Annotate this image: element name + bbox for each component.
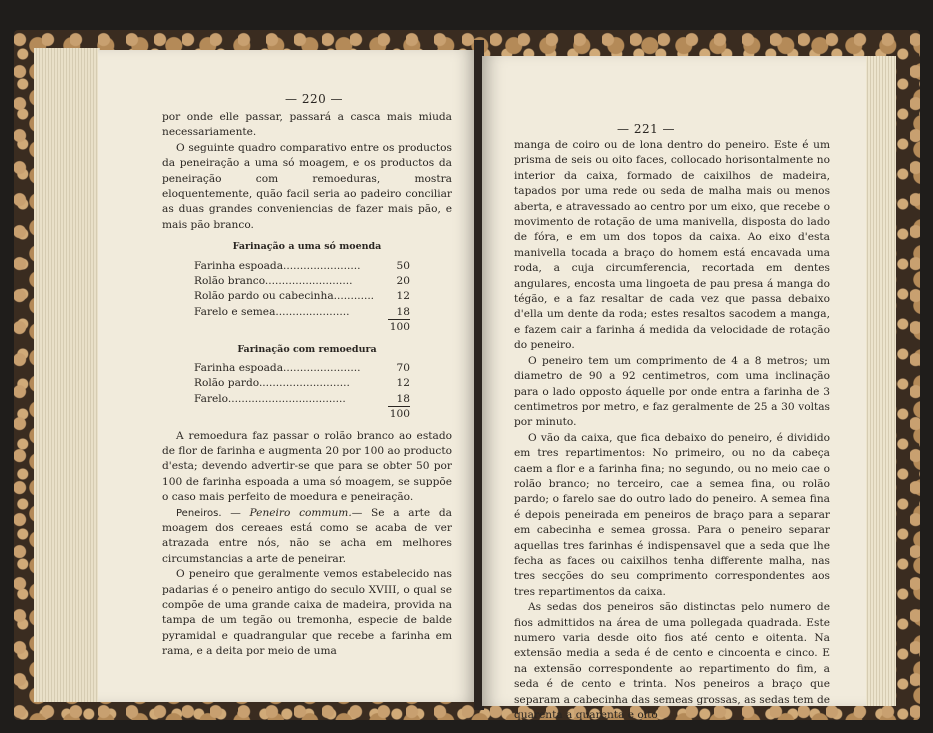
table-row: Rolão branco.......................... 20: [194, 275, 410, 288]
table-heading: Farinação com remoedura: [237, 343, 377, 355]
section-title: Peneiros.: [176, 507, 222, 519]
table-row: Rolão pardo ou cabecinha............ 12: [194, 290, 410, 303]
paragraph: O peneiro tem um comprimento de 4 a 8 metros; um diametro de 90 a 92 centimetros, com uma inclinação para o lado opposto áquelle por onde entra a farinha de 3 centimetros por metro, e faz geralmente de 25 a 30 voltas por minuto.: [514, 354, 830, 429]
table-heading: Farinação a uma só moenda: [232, 241, 382, 253]
paragraph: O vão da caixa, que fica debaixo do peneiro, é dividido em tres repartimentos: No primeiro, ou no da cabeça caem a flor e a farinha fina; no segundo, ou no meio cae o rolão branco; no terceiro, cae a semea fina, ou rolão pardo; o farelo sae do outro lado do peneiro. A semea fina é depois peneirada em peneiros de braço para a separar em cabecinha e semea grossa. Para o peneiro separar aquellas tres farinhas é indispensavel que a seda que lhe fecha as faces ou caixilhos tenha differente malha, nas tres secções do seu comprimento correspondentes aos tres repartimentos da caixa.: [514, 431, 830, 598]
right-page-text: [514, 138, 830, 723]
table-row: Farelo................................... 18: [194, 392, 410, 407]
paragraph: por onde elle passar, passará a casca mais miuda necessariamente.: [162, 111, 452, 139]
section-subtitle: — Peneiro commum.: [230, 506, 352, 519]
table-total: 100: [389, 408, 410, 421]
table-row: Rolão pardo........................... 12: [194, 377, 410, 390]
table-row: Farinha espoada....................... 50: [194, 259, 410, 272]
right-page: [482, 56, 866, 722]
paragraph: A remoedura faz passar o rolão branco ao estado de flor de farinha e augmenta 20 por 100 ao producto d'esta; devendo advertir-se que para se obter 50 por 100 de farinha espoada a uma só moagem, se suppõe o caso mais perfeito de moedura e peneiração.: [162, 429, 452, 504]
paragraph: manga de coiro ou de lona dentro do peneiro. Este é um prisma de seis ou oito faces, collocado horisontalmente no interior da caixa, formado de caixilhos de madeira, tapados por uma rede ou seda de malha mais ou menos aberta, e atravessado ao centro por um eixo, que recebe o movimento de rotação de uma manivella, disposta do lado de fóra, e em um dos topos da caixa. Ao eixo d'esta manivella tocada a braço do homem está encavada uma roda, a cuja circumferencia, recortada em dentes angulares, encosta uma lingoeta de pau presa á manga do tégão, e a faz resaltar de cada vez que passa debaixo d'ella um dente da roda; estes resaltos sacodem a manga, e fazem cair a farinha á medida da velocidade de rotação do peneiro.: [514, 139, 830, 352]
page-number: — 220 —: [285, 92, 344, 106]
table-row: Farinha espoada....................... 70: [194, 362, 410, 375]
paragraph: As sedas dos peneiros são distinctas pelo numero de fios admittidos na área de uma pollegada quadrada. Este numero varia desde oito fios até cento e oitenta. Na extensão media a seda é de cento e cincoenta e cinco. E na extensão correspondente ao repartimento do fim, a seda é de cento e trinta. Nos peneiros a braço que separam a cabecinha das semeas grossas, as sedas tem de quarenta a quarenta e oito: [514, 601, 830, 722]
table-1: [194, 259, 410, 321]
page-edges-left: [34, 48, 100, 702]
left-page: [98, 50, 476, 702]
table-total: 100: [389, 321, 410, 334]
page-number: — 221 —: [617, 122, 676, 136]
paragraph: O seguinte quadro comparativo entre os productos da peneiração a uma só moagem, e os productos da peneiração com remoeduras, mostra eloquentemente, quão facil seria ao padeiro conciliar as duas grandes conveniencias de fazer mais pão, e mais pão branco.: [162, 141, 452, 231]
paragraph: O peneiro que geralmente vemos estabelecido nas padarias é o peneiro antigo do seculo XVIII, o qual se compõe de uma grande caixa de madeira, provida na tampa de um tegão ou tremonha, especie de balde pyramidal e quadrangular que recebe a farinha em rama, e a deita por meio de uma: [162, 568, 452, 658]
page-edges-right: [864, 56, 896, 706]
table-2: [194, 361, 410, 407]
table-row: Farelo e semea...................... 18: [194, 305, 410, 320]
left-page-text: [162, 110, 452, 660]
paragraph: Peneiros. — Peneiro commum.— Se a arte da moagem dos cereaes está como se acaba de ver atrazada entre nós, não se acha em melhores circumstancias a arte de peneirar.: [162, 506, 452, 565]
